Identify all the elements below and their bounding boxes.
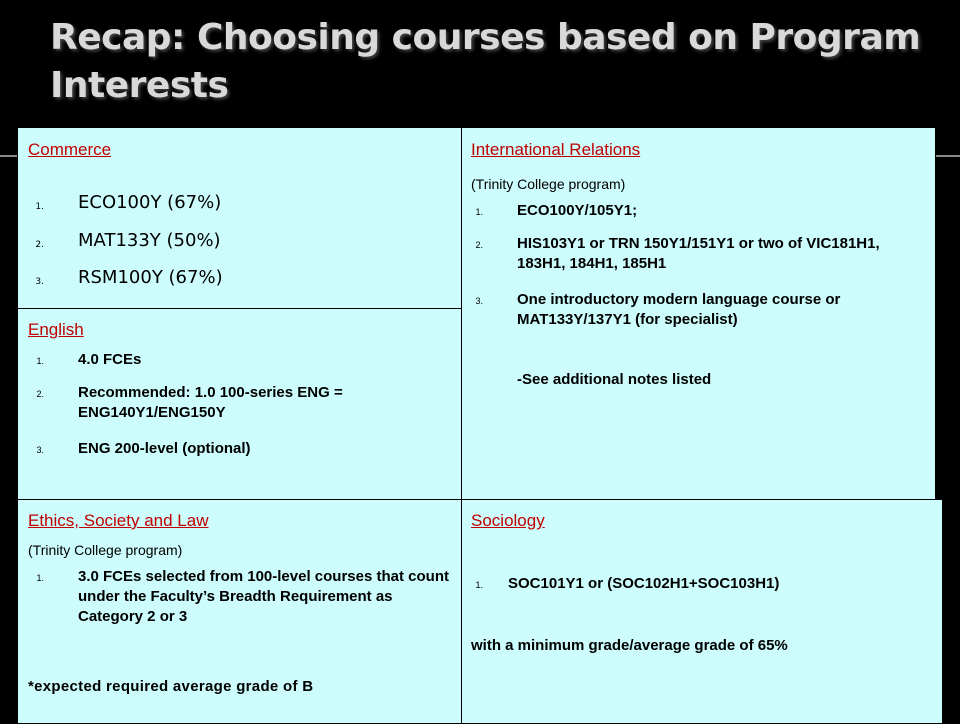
- title-bar: [0, 0, 960, 130]
- slide-title: Recap: Choosing courses based on Program Interests: [50, 17, 921, 106]
- commerce-cell: [17, 127, 462, 309]
- commerce-heading: Commerce: [28, 140, 112, 159]
- ethics-heading: Ethics, Society and Law: [28, 511, 209, 530]
- list-item: 1. SOC101Y1 or (SOC102H1+SOC103H1): [475, 575, 780, 592]
- list-item: 3. ENG 200-level (optional): [36, 440, 251, 457]
- international-relations-cell: [461, 127, 936, 500]
- list-item: 2. Recommended: 1.0 100-series ENG = ENG140Y1/ENG150Y: [36, 384, 343, 421]
- ethics-subheading: (Trinity College program): [28, 542, 183, 558]
- ethics-note: *expected required average grade of B: [28, 678, 314, 695]
- list-item: 2. MAT133Y (50%): [35, 230, 221, 251]
- international-heading: International Relations: [471, 140, 641, 159]
- list-item: 1. ECO100Y/105Y1;: [475, 202, 638, 219]
- list-item: 1. 4.0 FCEs: [36, 351, 142, 368]
- english-heading: English: [28, 320, 84, 339]
- list-item: 2. HIS103Y1 or TRN 150Y1/151Y1 or two of VIC181H1, 183H1, 184H1, 185H1: [475, 235, 880, 272]
- list-item: 1. 3.0 FCEs selected from 100-level courses that count under the Faculty’s Breadth Requirement as Category 2 or 3: [36, 568, 449, 625]
- ethics-cell: [17, 499, 462, 724]
- sociology-cell: [461, 499, 943, 724]
- list-item: 3. One introductory modern language course or MAT133Y/137Y1 (for specialist): [475, 291, 841, 328]
- list-item: 1. ECO100Y (67%): [35, 192, 222, 213]
- english-cell: [17, 308, 462, 500]
- international-note: -See additional notes listed: [517, 371, 712, 388]
- list-item: 3. RSM100Y (67%): [35, 267, 223, 288]
- international-subheading: (Trinity College program): [471, 176, 626, 192]
- sociology-note: with a minimum grade/average grade of 65%: [471, 637, 788, 654]
- sociology-heading: Sociology: [471, 511, 545, 530]
